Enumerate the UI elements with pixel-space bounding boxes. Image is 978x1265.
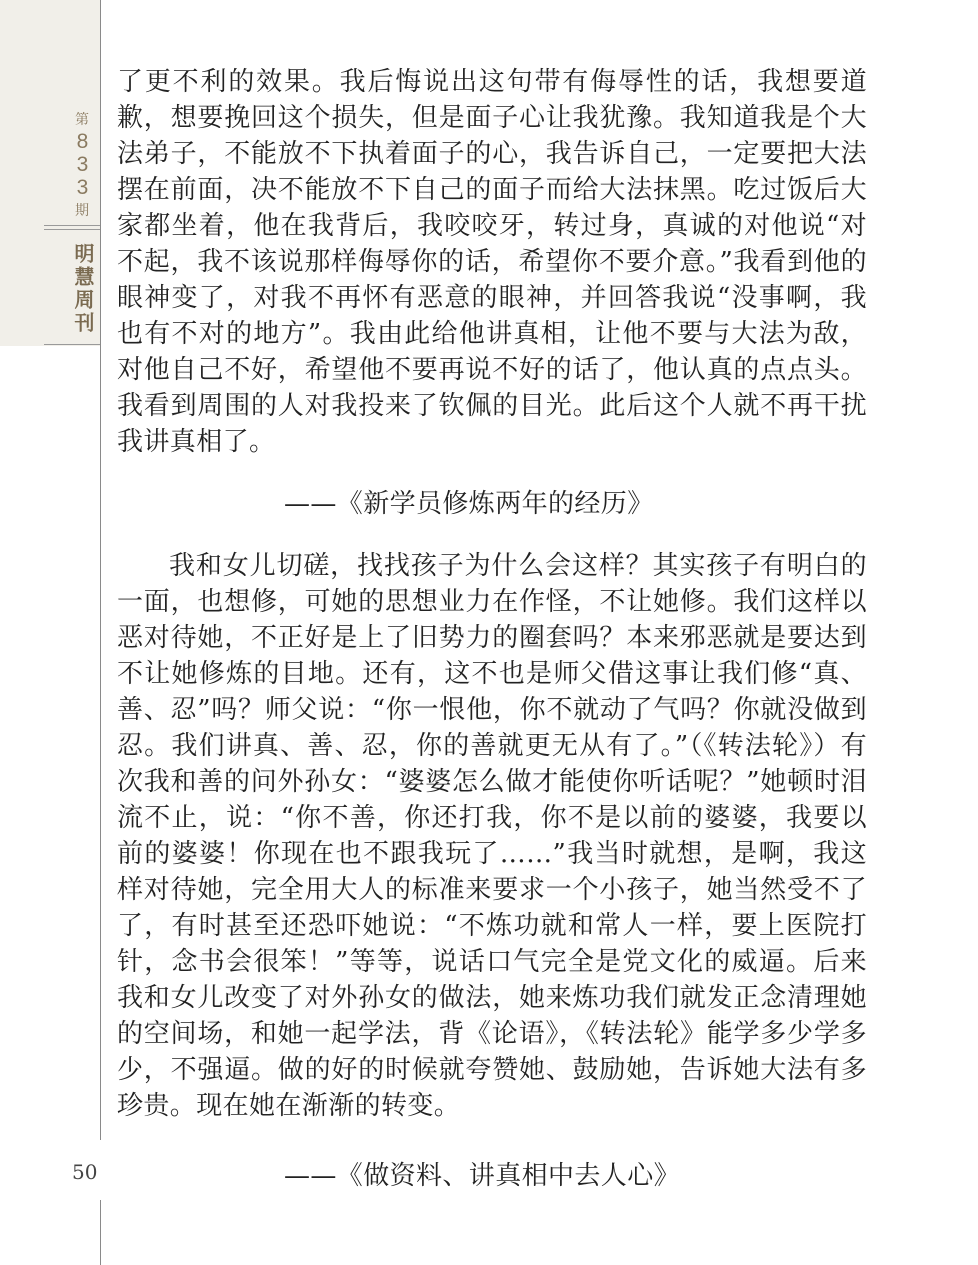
issue-label	[62, 108, 102, 221]
issue-prefix: 第	[75, 111, 89, 127]
magazine-title: 明慧周刊	[71, 243, 95, 335]
margin-rule-bottom	[100, 1200, 101, 1265]
divider	[44, 344, 100, 345]
source-attribution: ——《新学员修炼两年的经历》	[284, 489, 654, 519]
paragraph: 我和女儿切磋，找找孩子为什么会这样？其实孩子有明白的一面，也想修，可她的思想业力在作怪，不让她修。我们这样以恶对待她，不正好是上了旧势力的圈套吗？本来邪恶就是要达到不让她修炼的目地。还有，这不也是师父借这事让我们修“真、善、忍”吗？师父说：“你一恨他，你不就动了气吗？你就没做到忍。我们讲真、善、忍，你的善就更无从有了。”（《转法轮》）有次我和善的问外孙女：“婆婆怎么做才能使你听话呢？”她顿时泪流不止，说：“你不善，你还打我，你不是以前的婆婆，我要以前的婆婆！你现在也不跟我玩了……”我当时就想，是啊，我这样对待她，完全用大人的标准来要求一个小孩子，她当然受不了了，有时甚至还恐吓她说：“不炼功就和常人一样，要上医院打针，念书会很笨！”等等，说话口气完全是党文化的威逼。后来我和女儿改变了对外孙女的做法，她来炼功我们就发正念清理她的空间场，和她一起学法，背《论语》，《转法轮》能学多少学多少，不强逼。做的好的时候就夸赞她、鼓励她，告诉她大法有多珍贵。现在她在渐渐的转变。	[117, 551, 867, 1121]
issue-number: 833	[71, 130, 94, 199]
paragraph: 了更不利的效果。我后悔说出这句带有侮辱性的话，我想要道歉，想要挽回这个损失，但是面子心让我犹豫。我知道我是个大法弟子，不能放不下执着面子的心，我告诉自己，一定要把大法摆在前面，决不能放不下自己的面子而给大法抹黑。吃过饭后大家都坐着，他在我背后，我咬咬牙，转过身，真诚的对他说“对不起，我不该说那样侮辱你的话，希望你不要介意。”我看到他的眼神变了，对我不再怀有恶意的眼神，并回答我说“没事啊，我也有不对的地方”。我由此给他讲真相，让他不要与大法为敌，对他自己不好，希望他不要再说不好的话了，他认真的点点头。我看到周围的人对我投来了钦佩的目光。此后这个人就不再干扰我讲真相了。	[117, 67, 867, 457]
page-number: 50	[72, 1160, 98, 1184]
divider	[44, 229, 100, 230]
divider	[44, 225, 100, 226]
source-attribution: ——《做资料、讲真相中去人心》	[284, 1161, 681, 1191]
issue-suffix: 期	[75, 202, 89, 218]
article-body	[117, 64, 867, 1194]
